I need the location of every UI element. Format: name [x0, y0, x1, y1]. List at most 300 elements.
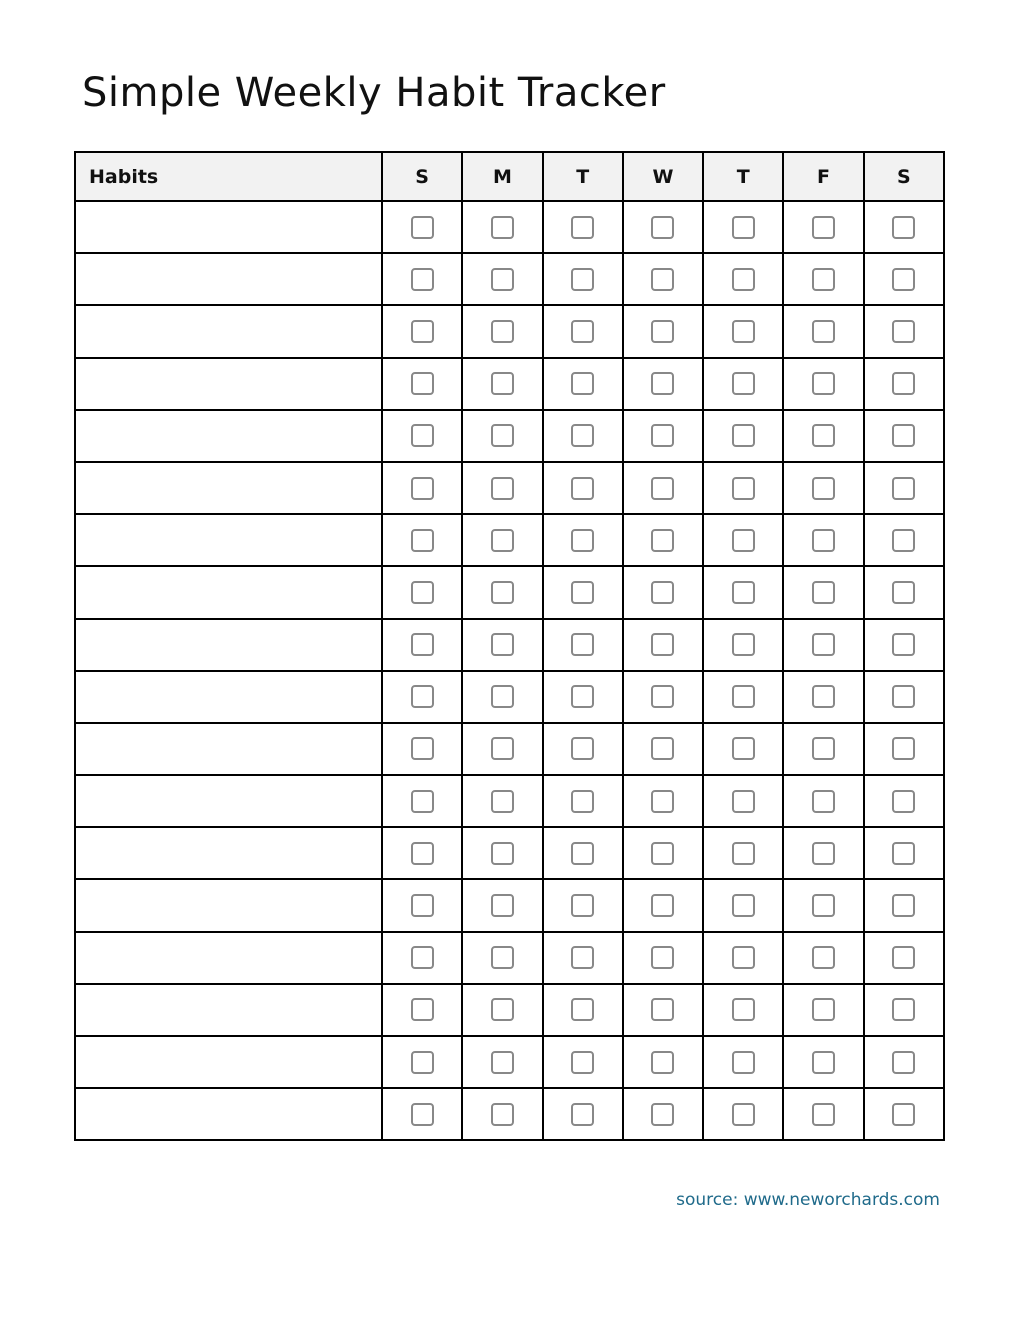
checkbox[interactable] [651, 372, 674, 395]
day-cell [864, 305, 944, 357]
checkbox[interactable] [892, 1051, 915, 1074]
day-cell [543, 253, 623, 305]
day-cell [864, 462, 944, 514]
checkbox[interactable] [812, 946, 835, 969]
day-cell [703, 879, 783, 931]
day-cell [382, 619, 462, 671]
day-header: S [864, 152, 944, 201]
day-cell [783, 932, 863, 984]
checkbox[interactable] [892, 946, 915, 969]
table-row [75, 723, 944, 775]
page-title: Simple Weekly Habit Tracker [82, 70, 666, 116]
checkbox[interactable] [732, 268, 755, 291]
checkbox[interactable] [812, 1103, 835, 1126]
day-cell [543, 358, 623, 410]
day-cell [864, 879, 944, 931]
checkbox[interactable] [892, 424, 915, 447]
day-cell [783, 723, 863, 775]
habits-header: Habits [75, 152, 382, 201]
day-cell [382, 1088, 462, 1140]
day-cell [462, 932, 542, 984]
day-cell [703, 775, 783, 827]
habit-name-cell[interactable] [75, 410, 382, 462]
checkbox[interactable] [732, 1051, 755, 1074]
checkbox[interactable] [491, 894, 514, 917]
day-cell [462, 1088, 542, 1140]
day-cell [543, 305, 623, 357]
checkbox[interactable] [571, 424, 594, 447]
checkbox[interactable] [491, 1103, 514, 1126]
checkbox[interactable] [812, 268, 835, 291]
day-cell [783, 671, 863, 723]
checkbox[interactable] [812, 320, 835, 343]
checkbox[interactable] [411, 998, 434, 1021]
day-cell [703, 619, 783, 671]
day-cell [703, 514, 783, 566]
day-cell [864, 201, 944, 253]
day-cell [382, 775, 462, 827]
checkbox[interactable] [812, 790, 835, 813]
day-cell [864, 566, 944, 618]
day-cell [703, 201, 783, 253]
table-row [75, 879, 944, 931]
checkbox[interactable] [651, 633, 674, 656]
checkbox[interactable] [571, 998, 594, 1021]
checkbox[interactable] [491, 268, 514, 291]
checkbox[interactable] [491, 477, 514, 500]
day-header: S [382, 152, 462, 201]
habit-name-cell[interactable] [75, 723, 382, 775]
table-row [75, 305, 944, 357]
day-header: T [703, 152, 783, 201]
day-cell [462, 201, 542, 253]
day-cell [703, 932, 783, 984]
checkbox[interactable] [732, 216, 755, 239]
day-cell [703, 305, 783, 357]
checkbox[interactable] [732, 320, 755, 343]
day-header: M [462, 152, 542, 201]
day-cell [783, 358, 863, 410]
checkbox[interactable] [571, 372, 594, 395]
checkbox[interactable] [732, 946, 755, 969]
habit-name-cell[interactable] [75, 1036, 382, 1088]
day-cell [864, 253, 944, 305]
checkbox[interactable] [892, 320, 915, 343]
day-cell [382, 984, 462, 1036]
checkbox[interactable] [892, 894, 915, 917]
checkbox[interactable] [411, 424, 434, 447]
day-cell [623, 1036, 703, 1088]
source-link[interactable]: source: www.neworchards.com [676, 1190, 940, 1210]
day-cell [382, 1036, 462, 1088]
day-cell [382, 827, 462, 879]
day-cell [623, 1088, 703, 1140]
checkbox[interactable] [571, 946, 594, 969]
checkbox[interactable] [732, 685, 755, 708]
habit-name-cell[interactable] [75, 932, 382, 984]
checkbox[interactable] [732, 529, 755, 552]
checkbox[interactable] [892, 685, 915, 708]
day-cell [382, 723, 462, 775]
checkbox[interactable] [491, 216, 514, 239]
table-row [75, 775, 944, 827]
day-cell [543, 1088, 623, 1140]
habit-name-cell[interactable] [75, 253, 382, 305]
checkbox[interactable] [892, 372, 915, 395]
day-cell [382, 671, 462, 723]
day-cell [864, 619, 944, 671]
day-cell [543, 984, 623, 1036]
day-cell [623, 566, 703, 618]
day-cell [864, 358, 944, 410]
day-cell [543, 619, 623, 671]
checkbox[interactable] [812, 894, 835, 917]
checkbox[interactable] [491, 946, 514, 969]
day-cell [783, 201, 863, 253]
checkbox[interactable] [411, 581, 434, 604]
checkbox[interactable] [892, 633, 915, 656]
day-cell [623, 358, 703, 410]
day-cell [623, 305, 703, 357]
day-cell [462, 879, 542, 931]
day-cell [703, 671, 783, 723]
checkbox[interactable] [812, 216, 835, 239]
checkbox[interactable] [651, 842, 674, 865]
table-row [75, 358, 944, 410]
day-cell [382, 514, 462, 566]
table-row [75, 253, 944, 305]
day-cell [462, 358, 542, 410]
day-cell [623, 462, 703, 514]
day-cell [783, 514, 863, 566]
day-cell [543, 462, 623, 514]
day-cell [623, 253, 703, 305]
checkbox[interactable] [651, 581, 674, 604]
day-cell [382, 201, 462, 253]
day-cell [462, 775, 542, 827]
checkbox[interactable] [571, 477, 594, 500]
habit-name-cell[interactable] [75, 305, 382, 357]
habit-name-cell[interactable] [75, 879, 382, 931]
day-cell [623, 201, 703, 253]
day-cell [543, 932, 623, 984]
table-row [75, 514, 944, 566]
checkbox[interactable] [892, 268, 915, 291]
checkbox[interactable] [812, 998, 835, 1021]
day-cell [462, 723, 542, 775]
checkbox[interactable] [491, 529, 514, 552]
checkbox[interactable] [732, 737, 755, 760]
day-cell [623, 410, 703, 462]
checkbox[interactable] [571, 216, 594, 239]
checkbox[interactable] [651, 424, 674, 447]
checkbox[interactable] [571, 320, 594, 343]
day-cell [783, 827, 863, 879]
checkbox[interactable] [571, 1103, 594, 1126]
checkbox[interactable] [491, 685, 514, 708]
habit-table [74, 151, 945, 1141]
day-cell [864, 723, 944, 775]
day-cell [783, 1036, 863, 1088]
table-row [75, 984, 944, 1036]
habit-rows [75, 201, 944, 1140]
checkbox[interactable] [411, 894, 434, 917]
day-cell [703, 358, 783, 410]
checkbox[interactable] [411, 1051, 434, 1074]
table-row [75, 1036, 944, 1088]
table-row [75, 201, 944, 253]
habit-name-cell[interactable] [75, 619, 382, 671]
day-cell [382, 358, 462, 410]
checkbox[interactable] [732, 424, 755, 447]
checkbox[interactable] [812, 685, 835, 708]
checkbox[interactable] [491, 737, 514, 760]
header-row [75, 152, 944, 201]
day-cell [462, 253, 542, 305]
habit-name-cell[interactable] [75, 514, 382, 566]
table-row [75, 671, 944, 723]
day-cell [864, 1088, 944, 1140]
day-cell [462, 410, 542, 462]
day-cell [623, 671, 703, 723]
checkbox[interactable] [732, 842, 755, 865]
day-cell [543, 879, 623, 931]
checkbox[interactable] [651, 737, 674, 760]
day-cell [462, 827, 542, 879]
day-cell [462, 671, 542, 723]
day-cell [382, 410, 462, 462]
day-cell [783, 879, 863, 931]
checkbox[interactable] [571, 1051, 594, 1074]
day-cell [382, 566, 462, 618]
checkbox[interactable] [651, 790, 674, 813]
day-cell [864, 514, 944, 566]
day-cell [864, 1036, 944, 1088]
checkbox[interactable] [651, 529, 674, 552]
checkbox[interactable] [812, 477, 835, 500]
checkbox[interactable] [411, 685, 434, 708]
checkbox[interactable] [411, 320, 434, 343]
day-cell [783, 253, 863, 305]
day-cell [462, 305, 542, 357]
habit-name-cell[interactable] [75, 566, 382, 618]
day-cell [864, 932, 944, 984]
day-cell [703, 1036, 783, 1088]
day-cell [864, 671, 944, 723]
day-cell [703, 723, 783, 775]
day-cell [623, 619, 703, 671]
checkbox[interactable] [651, 946, 674, 969]
day-cell [783, 566, 863, 618]
day-cell [783, 619, 863, 671]
checkbox[interactable] [571, 685, 594, 708]
day-cell [623, 827, 703, 879]
day-header: W [623, 152, 703, 201]
checkbox[interactable] [411, 372, 434, 395]
checkbox[interactable] [812, 842, 835, 865]
day-cell [382, 462, 462, 514]
checkbox[interactable] [411, 790, 434, 813]
checkbox[interactable] [411, 1103, 434, 1126]
table-row [75, 1088, 944, 1140]
checkbox[interactable] [411, 946, 434, 969]
day-cell [382, 879, 462, 931]
day-cell [703, 253, 783, 305]
day-cell [462, 462, 542, 514]
checkbox[interactable] [571, 581, 594, 604]
day-cell [543, 723, 623, 775]
day-cell [783, 410, 863, 462]
checkbox[interactable] [892, 998, 915, 1021]
habit-name-cell[interactable] [75, 462, 382, 514]
checkbox[interactable] [491, 320, 514, 343]
checkbox[interactable] [892, 216, 915, 239]
checkbox[interactable] [411, 529, 434, 552]
checkbox[interactable] [491, 998, 514, 1021]
day-cell [623, 984, 703, 1036]
day-cell [864, 827, 944, 879]
checkbox[interactable] [651, 894, 674, 917]
habit-name-cell[interactable] [75, 827, 382, 879]
table-row [75, 619, 944, 671]
checkbox[interactable] [812, 1051, 835, 1074]
day-cell [864, 984, 944, 1036]
checkbox[interactable] [571, 529, 594, 552]
checkbox[interactable] [491, 842, 514, 865]
table-row [75, 932, 944, 984]
day-cell [543, 201, 623, 253]
checkbox[interactable] [892, 737, 915, 760]
checkbox[interactable] [892, 790, 915, 813]
day-cell [623, 514, 703, 566]
habit-name-cell[interactable] [75, 1088, 382, 1140]
checkbox[interactable] [892, 529, 915, 552]
habit-name-cell[interactable] [75, 358, 382, 410]
day-cell [623, 775, 703, 827]
checkbox[interactable] [491, 790, 514, 813]
checkbox[interactable] [732, 998, 755, 1021]
day-cell [703, 1088, 783, 1140]
checkbox[interactable] [732, 633, 755, 656]
checkbox[interactable] [812, 529, 835, 552]
checkbox[interactable] [491, 633, 514, 656]
day-cell [543, 827, 623, 879]
checkbox[interactable] [571, 842, 594, 865]
checkbox[interactable] [651, 320, 674, 343]
checkbox[interactable] [892, 1103, 915, 1126]
day-cell [703, 984, 783, 1036]
habit-name-cell[interactable] [75, 775, 382, 827]
day-cell [783, 984, 863, 1036]
checkbox[interactable] [651, 477, 674, 500]
checkbox[interactable] [571, 790, 594, 813]
checkbox[interactable] [651, 1051, 674, 1074]
checkbox[interactable] [651, 1103, 674, 1126]
checkbox[interactable] [491, 581, 514, 604]
habit-name-cell[interactable] [75, 201, 382, 253]
day-cell [783, 462, 863, 514]
day-cell [543, 514, 623, 566]
checkbox[interactable] [411, 268, 434, 291]
day-cell [703, 827, 783, 879]
day-header: T [543, 152, 623, 201]
day-cell [543, 775, 623, 827]
day-header: F [783, 152, 863, 201]
checkbox[interactable] [411, 842, 434, 865]
day-cell [382, 253, 462, 305]
day-cell [623, 932, 703, 984]
checkbox[interactable] [732, 894, 755, 917]
checkbox[interactable] [411, 633, 434, 656]
habit-name-cell[interactable] [75, 671, 382, 723]
checkbox[interactable] [651, 216, 674, 239]
checkbox[interactable] [491, 424, 514, 447]
table-row [75, 462, 944, 514]
checkbox[interactable] [892, 581, 915, 604]
checkbox[interactable] [651, 685, 674, 708]
day-cell [783, 1088, 863, 1140]
day-cell [703, 410, 783, 462]
day-cell [543, 566, 623, 618]
day-cell [462, 514, 542, 566]
table-row [75, 827, 944, 879]
day-cell [783, 775, 863, 827]
day-cell [703, 462, 783, 514]
day-cell [783, 305, 863, 357]
day-cell [623, 879, 703, 931]
day-cell [543, 410, 623, 462]
checkbox[interactable] [812, 372, 835, 395]
checkbox[interactable] [491, 372, 514, 395]
checkbox[interactable] [651, 268, 674, 291]
checkbox[interactable] [651, 998, 674, 1021]
checkbox[interactable] [732, 581, 755, 604]
checkbox[interactable] [732, 1103, 755, 1126]
checkbox[interactable] [732, 790, 755, 813]
day-cell [703, 566, 783, 618]
checkbox[interactable] [411, 216, 434, 239]
day-cell [864, 775, 944, 827]
day-cell [462, 984, 542, 1036]
checkbox[interactable] [892, 477, 915, 500]
checkbox[interactable] [812, 424, 835, 447]
day-cell [462, 566, 542, 618]
table-row [75, 410, 944, 462]
table-row [75, 566, 944, 618]
checkbox[interactable] [732, 477, 755, 500]
checkbox[interactable] [812, 737, 835, 760]
checkbox[interactable] [571, 737, 594, 760]
day-cell [543, 671, 623, 723]
day-cell [864, 410, 944, 462]
checkbox[interactable] [812, 633, 835, 656]
checkbox[interactable] [411, 737, 434, 760]
checkbox[interactable] [571, 894, 594, 917]
checkbox[interactable] [732, 372, 755, 395]
checkbox[interactable] [571, 268, 594, 291]
checkbox[interactable] [892, 842, 915, 865]
day-cell [382, 305, 462, 357]
checkbox[interactable] [812, 581, 835, 604]
day-cell [623, 723, 703, 775]
day-cell [382, 932, 462, 984]
checkbox[interactable] [571, 633, 594, 656]
checkbox[interactable] [411, 477, 434, 500]
habit-name-cell[interactable] [75, 984, 382, 1036]
checkbox[interactable] [491, 1051, 514, 1074]
day-cell [543, 1036, 623, 1088]
day-cell [462, 619, 542, 671]
